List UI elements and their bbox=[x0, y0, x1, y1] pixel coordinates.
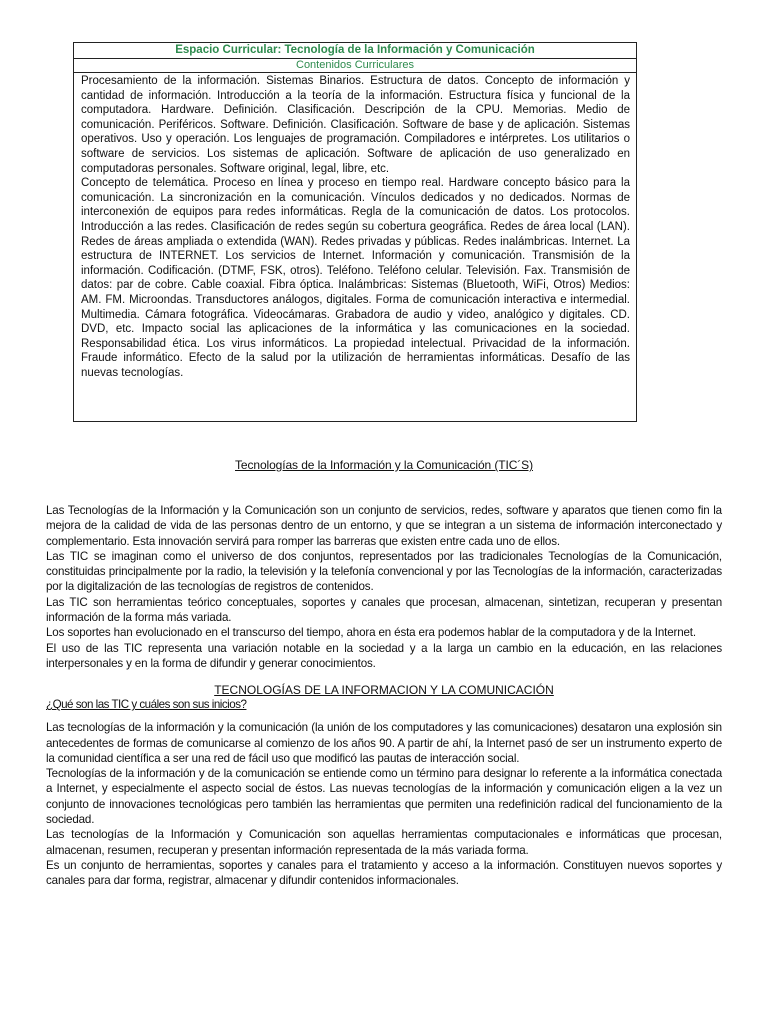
curriculum-table bbox=[73, 42, 637, 422]
curriculum-contents bbox=[74, 73, 636, 380]
curriculum-title: Espacio Curricular: Tecnología de la Información y Comunicación bbox=[74, 43, 636, 59]
body-paragraph: Las tecnologías de la Información y Comunicación son aquellas herramientas computacionales e informáticas que procesan, almacenan, resumen, recuperan y presentan información representada de la más variada forma. bbox=[46, 828, 722, 857]
body-paragraph: Las Tecnologías de la Información y la Comunicación son un conjunto de servicios, redes, software y aparatos que tienen como fin la mejora de la calidad de vida de las personas dentro de un entorno, y que se integran a un sistema de información interconectado y complementario. Esta innovación servirá para romper las barreras que existen entre cada uno de ellos. bbox=[46, 504, 722, 548]
section-heading: Tecnologías de la Información y la Comunicación (TIC´S) bbox=[235, 458, 533, 472]
body-paragraph: Las TIC son herramientas teórico conceptuales, soportes y canales que procesan, almacenan, sintetizan, recuperan y presentan información de la forma más variada. bbox=[46, 595, 722, 625]
curriculum-subtitle: Contenidos Curriculares bbox=[74, 59, 636, 73]
body-paragraph: Los soportes han evolucionado en el transcurso del tiempo, ahora en ésta era podemos hablar de la computadora y de la Internet. bbox=[46, 626, 696, 640]
body-paragraph: Las tecnologías de la información y la comunicación (la unión de los computadores y las comunicaciones) desataron una explosión sin antecedentes de formas de comunicarse al comienzo de los años 90. A partir de ahí, la Internet pasó de ser un instrumento experto de la comunidad científica a ser una red de fácil uso que modificó las pautas de interacción social. bbox=[46, 721, 722, 765]
body-paragraph: Las TIC se imaginan como el universo de dos conjuntos, representados por las tradicionales Tecnologías de la Comunicación, constituidas principalmente por la radio, la televisión y la telefonía convencional y por las Tecnologías de la información, caracterizadas por la digitalización de las tecnologías de registros de contenidos. bbox=[46, 549, 722, 594]
curriculum-paragraph: Procesamiento de la información. Sistemas Binarios. Estructura de datos. Concepto de información y cantidad de información. Introducción a la teoría de la información. Estructura física y funcional de la computadora. Hardware. Definición. Clasificación. Descripción de la CPU. Memorias. Medio de comunicación. Periféricos. Software. Definición. Clasificación. Software de base y de aplicación. Sistemas operativos. Uso y operación. Los lenguajes de programación. Compiladores e intérpretes. Los utilitarios o software de servicios. Los sistemas de aplicación. Software de aplicación de uso generalizado en computadoras personales. Software original, legal, libre, etc. bbox=[81, 75, 630, 175]
document-body bbox=[46, 458, 722, 889]
curriculum-paragraph: Concepto de telemática. Proceso en línea y proceso en tiempo real. Hardware concepto básico para la comunicación. La sincronización en la comunicación. Vínculos dedicados y no dedicados. Normas de interconexión de equipos para redes informáticas. Regla de la comunicación de datos. Los protocolos. Introducción a las redes. Clasificación de redes según su cobertura geográfica. Redes de área local (LAN). Redes de áreas ampliada o extendida (WAN). Redes privadas y públicas. Redes inalámbricas. Internet. La estructura de INTERNET. Los servicios de Internet. Información y comunicación. Transmisión de la información. Codificación. (DTMF, FSK, otros). Teléfono. Teléfono celular. Televisión. Fax. Transmisión de datos: par de cobre. Cable coaxial. Fibra óptica. Inalámbricas: Sistemas (Bluetooth, WiFi, Otros) Medios: AM. FM. Microondas. Transductores análogos, digitales. Forma de comunicación interactiva e intermedial. Multimedia. Cámara fotográfica. Videocámaras. Grabadora de audio y video, analógico y digitales. CD. DVD, etc. Impacto social las aplicaciones de la informática y las comunicaciones en la sociedad. Responsabilidad ética. Los virus informáticos. La propiedad intelectual. Privacidad de la información. Fraude informático. Efecto de la salud por la utilización de herramientas informáticas. Desafío de las nuevas tecnologías. bbox=[81, 177, 630, 379]
spacer bbox=[46, 486, 722, 503]
body-paragraph: Es un conjunto de herramientas, soportes y canales para el tratamiento y acceso a la información. Constituyen nuevos soportes y canales para dar forma, registrar, almacenar y difundir contenidos informacionales. bbox=[46, 858, 722, 888]
section-heading: TECNOLOGÍAS DE LA INFORMACION Y LA COMUNICACIÓN bbox=[214, 683, 554, 698]
body-paragraph: El uso de las TIC representa una variación notable en la sociedad y a la larga un cambio en la educación, en las relaciones interpersonales y en la forma de difundir y generar conocimientos. bbox=[46, 641, 722, 670]
body-paragraph: Tecnologías de la información y de la comunicación se entiende como un término para designar lo referente a la informática conectada a Internet, y especialmente el aspecto social de éstos. Las nuevas tecnologías de la información y comunicación eligen a la vez un conjunto de innovaciones tecnológicas pero también las herramientas que permiten una redefinición radical del funcionamiento de la sociedad. bbox=[46, 767, 722, 827]
section-question: ¿Qué son las TIC y cuáles son sus inicios? bbox=[46, 698, 247, 712]
